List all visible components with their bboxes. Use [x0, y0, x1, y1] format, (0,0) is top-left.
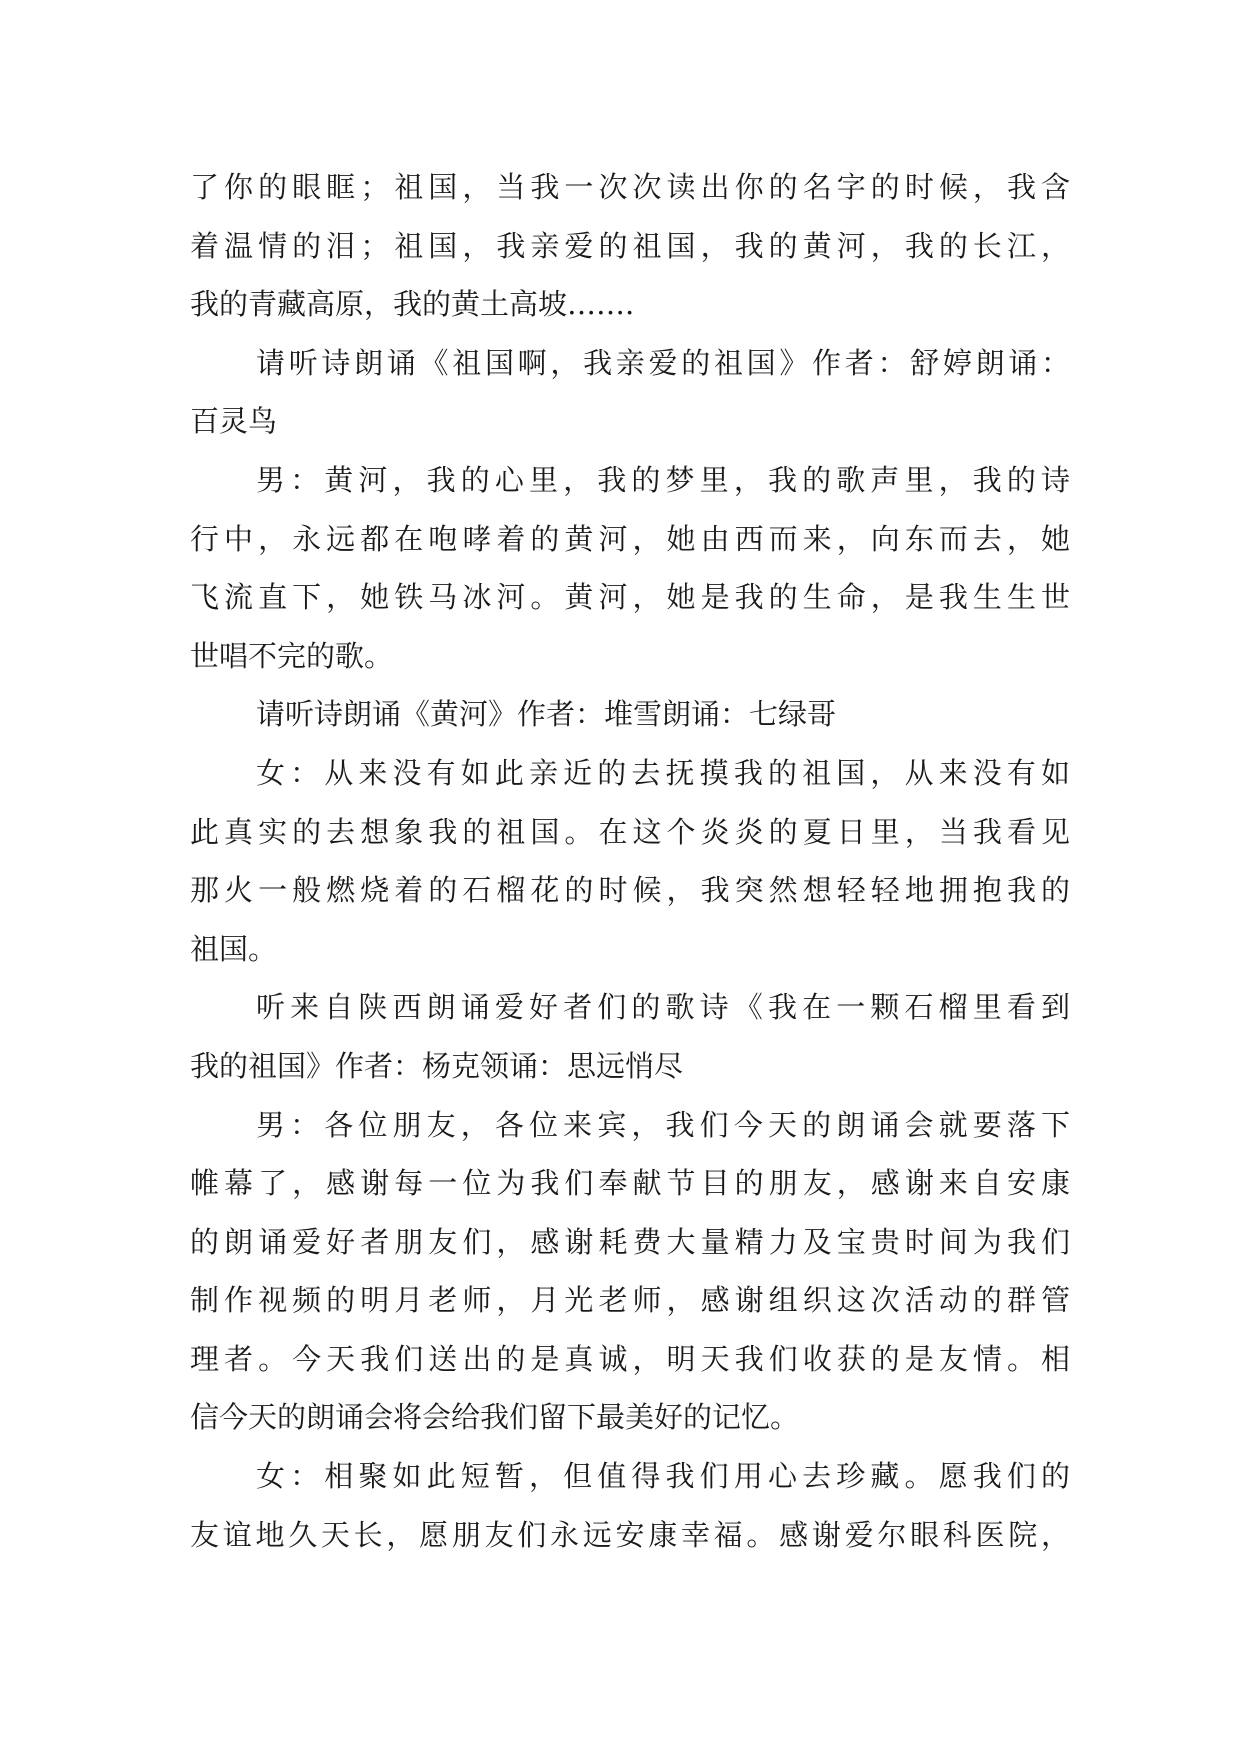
paragraph-8 — [190, 1447, 1070, 1564]
text-line: 男：黄河，我的心里，我的梦里，我的歌声里，我的诗 — [256, 462, 1070, 497]
document-body — [190, 158, 1070, 1564]
paragraph-1 — [190, 158, 1070, 334]
paragraph-5 — [190, 744, 1070, 978]
text-line: 百灵鸟 — [190, 404, 278, 439]
text-line: 信今天的朗诵会将会给我们留下最美好的记忆。 — [190, 1400, 800, 1435]
text-line: 那火一般燃烧着的石榴花的时候，我突然想轻轻地拥抱我的 — [190, 873, 1070, 908]
text-line: 着温情的泪；祖国，我亲爱的祖国，我的黄河，我的长江， — [190, 228, 1070, 263]
text-line: 飞流直下，她铁马冰河。黄河，她是我的生命，是我生生世 — [190, 580, 1070, 615]
paragraph-6 — [190, 978, 1070, 1095]
paragraph-2 — [190, 334, 1070, 451]
text-line: 我的青藏高原，我的黄土高坡……. — [190, 287, 635, 322]
text-line: 女：从来没有如此亲近的去抚摸我的祖国，从来没有如 — [256, 755, 1070, 790]
text-line: 男：各位朋友，各位来宾，我们今天的朗诵会就要落下 — [256, 1107, 1070, 1142]
text-line: 祖国。 — [190, 931, 278, 966]
text-line: 制作视频的明月老师，月光老师，感谢组织这次活动的群管 — [190, 1283, 1070, 1318]
text-line: 帷幕了，感谢每一位为我们奉献节目的朋友，感谢来自安康 — [190, 1166, 1070, 1201]
text-line: 请听诗朗诵《祖国啊，我亲爱的祖国》作者：舒婷朗诵： — [256, 345, 1070, 380]
text-line: 女：相聚如此短暂，但值得我们用心去珍藏。愿我们的 — [256, 1459, 1070, 1494]
text-line: 我的祖国》作者：杨克领诵：思远悄尽 — [190, 1048, 684, 1083]
text-line: 听来自陕西朗诵爱好者们的歌诗《我在一颗石榴里看到 — [256, 990, 1070, 1025]
text-line: 世唱不完的歌。 — [190, 638, 394, 673]
text-line: 请听诗朗诵《黄河》作者：堆雪朗诵：七绿哥 — [256, 697, 837, 732]
paragraph-7 — [190, 1096, 1070, 1448]
paragraph-3 — [190, 451, 1070, 685]
text-line: 此真实的去想象我的祖国。在这个炎炎的夏日里，当我看见 — [190, 814, 1070, 849]
text-line: 友谊地久天长，愿朋友们永远安康幸福。感谢爱尔眼科医院， — [190, 1517, 1070, 1552]
paragraph-4 — [190, 685, 1070, 744]
text-line: 理者。今天我们送出的是真诚，明天我们收获的是友情。相 — [190, 1341, 1070, 1376]
text-line: 行中，永远都在咆哮着的黄河，她由西而来，向东而去，她 — [190, 521, 1070, 556]
text-line: 的朗诵爱好者朋友们，感谢耗费大量精力及宝贵时间为我们 — [190, 1224, 1070, 1259]
text-line: 了你的眼眶；祖国，当我一次次读出你的名字的时候，我含 — [190, 170, 1070, 204]
